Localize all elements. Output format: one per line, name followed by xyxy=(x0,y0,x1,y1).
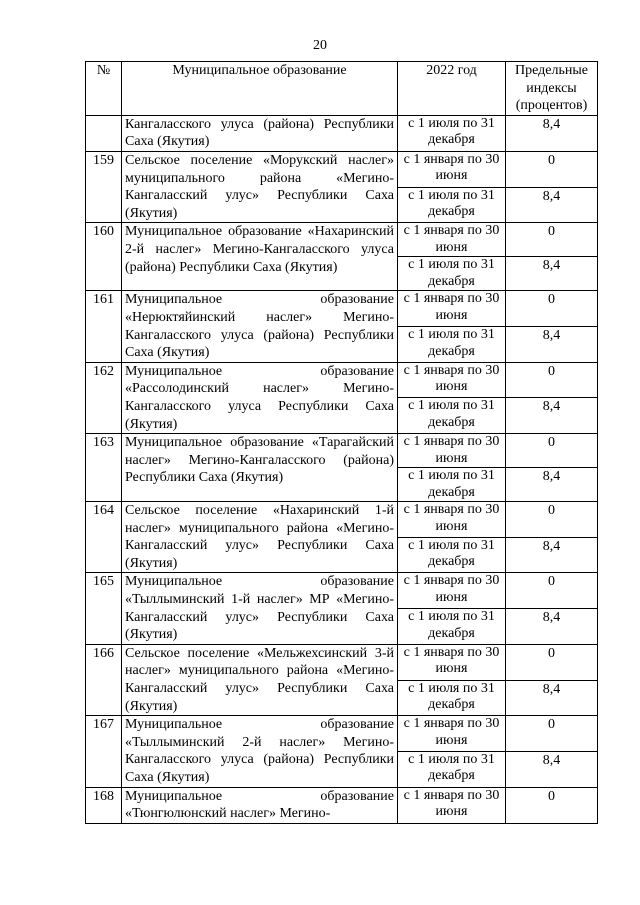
table-row xyxy=(86,291,598,327)
table-body xyxy=(86,115,598,823)
municipality-cell: Кангаласского улуса (района) Республики Саха (Якутия) xyxy=(122,115,398,151)
table-row xyxy=(86,573,598,609)
table-row xyxy=(86,362,598,398)
municipality-cell: Муниципальное образование «Тюнгюлюнский наслег» Мегино- xyxy=(122,787,398,823)
table-row xyxy=(86,502,598,538)
table-row xyxy=(86,787,598,823)
index-cell: 8,4 xyxy=(506,468,598,502)
municipality-cell: Муниципальное образование «Тыллыминский 1-й наслег» МР «Мегино-Кангаласский улус» Республики Саха (Якутия) xyxy=(122,573,398,644)
period-cell: с 1 января по 30 июня xyxy=(398,362,506,398)
municipality-cell: Муниципальное образование «Тарагайский наслег» Мегино-Кангаласского (района) Республики Саха (Якутия) xyxy=(122,434,398,502)
header-year: 2022 год xyxy=(398,62,506,116)
table-row xyxy=(86,151,598,187)
period-cell: с 1 января по 30 июня xyxy=(398,291,506,327)
index-cell: 8,4 xyxy=(506,680,598,716)
municipality-cell: Муниципальное образование «Тыллыминский 2-й наслег» Мегино-Кангаласского улуса (района) Республики Саха (Якутия) xyxy=(122,716,398,787)
period-cell: с 1 января по 30 июня xyxy=(398,434,506,468)
table-row xyxy=(86,223,598,257)
index-cell: 0 xyxy=(506,434,598,468)
period-cell: с 1 июля по 31 декабря xyxy=(398,327,506,363)
header-index: Предельные индексы (процентов) xyxy=(506,62,598,116)
index-cell: 8,4 xyxy=(506,537,598,573)
row-number-cell: 164 xyxy=(86,502,122,573)
period-cell: с 1 января по 30 июня xyxy=(398,644,506,680)
row-number-cell: 167 xyxy=(86,716,122,787)
period-cell: с 1 января по 30 июня xyxy=(398,223,506,257)
period-cell: с 1 июля по 31 декабря xyxy=(398,187,506,223)
row-number-cell xyxy=(86,115,122,151)
period-cell: с 1 июля по 31 декабря xyxy=(398,468,506,502)
period-cell: с 1 января по 30 июня xyxy=(398,716,506,752)
municipality-cell: Сельское поселение «Мельжехсинский 3-й наслег» муниципального района «Мегино-Кангаласский улус» Республики Саха (Якутия) xyxy=(122,644,398,715)
index-cell: 0 xyxy=(506,291,598,327)
period-cell: с 1 января по 30 июня xyxy=(398,573,506,609)
period-cell: с 1 июля по 31 декабря xyxy=(398,115,506,151)
index-cell: 8,4 xyxy=(506,187,598,223)
index-cell: 8,4 xyxy=(506,751,598,787)
period-cell: с 1 июля по 31 декабря xyxy=(398,257,506,291)
period-cell: с 1 января по 30 июня xyxy=(398,502,506,538)
index-cell: 0 xyxy=(506,502,598,538)
period-cell: с 1 января по 30 июня xyxy=(398,151,506,187)
index-cell: 0 xyxy=(506,362,598,398)
row-number-cell: 161 xyxy=(86,291,122,362)
period-cell: с 1 июля по 31 декабря xyxy=(398,751,506,787)
period-cell: с 1 июля по 31 декабря xyxy=(398,680,506,716)
row-number-cell: 166 xyxy=(86,644,122,715)
index-cell: 0 xyxy=(506,151,598,187)
period-cell: с 1 июля по 31 декабря xyxy=(398,398,506,434)
index-cell: 0 xyxy=(506,716,598,752)
header-municipality: Муниципальное образование xyxy=(122,62,398,116)
index-cell: 8,4 xyxy=(506,327,598,363)
index-cell: 8,4 xyxy=(506,115,598,151)
municipality-cell: Сельское поселение «Нахаринский 1-й наслег» муниципального района «Мегино-Кангаласский улус» Республики Саха (Якутия) xyxy=(122,502,398,573)
row-number-cell: 168 xyxy=(86,787,122,823)
index-cell: 0 xyxy=(506,223,598,257)
municipality-cell: Муниципальное образование «Нахаринский 2-й наслег» Мегино-Кангаласского улуса (района) Республики Саха (Якутия) xyxy=(122,223,398,291)
municipality-cell: Муниципальное образование «Рассолодинский наслег» Мегино-Кангаласского улуса Республики Саха (Якутия) xyxy=(122,362,398,433)
page-number: 20 xyxy=(313,38,327,53)
municipality-cell: Сельское поселение «Морукский наслег» муниципального района «Мегино-Кангаласский улус» Республики Саха (Якутия) xyxy=(122,151,398,222)
row-number-cell: 159 xyxy=(86,151,122,222)
index-cell: 0 xyxy=(506,787,598,823)
continuation-row xyxy=(86,115,598,151)
table-row xyxy=(86,434,598,468)
row-number-cell: 163 xyxy=(86,434,122,502)
index-cell: 8,4 xyxy=(506,609,598,645)
row-number-cell: 162 xyxy=(86,362,122,433)
tariff-index-table xyxy=(85,61,598,824)
row-number-cell: 160 xyxy=(86,223,122,291)
municipality-cell: Муниципальное образование «Нерюктяйинский наслег» Мегино-Кангаласского улуса (района) Республики Саха (Якутия) xyxy=(122,291,398,362)
table-row xyxy=(86,716,598,752)
index-cell: 0 xyxy=(506,644,598,680)
row-number-cell: 165 xyxy=(86,573,122,644)
header-number: № xyxy=(86,62,122,116)
index-cell: 8,4 xyxy=(506,257,598,291)
index-cell: 0 xyxy=(506,573,598,609)
period-cell: с 1 июля по 31 декабря xyxy=(398,537,506,573)
table-row xyxy=(86,644,598,680)
table-header-row xyxy=(86,62,598,116)
period-cell: с 1 января по 30 июня xyxy=(398,787,506,823)
index-cell: 8,4 xyxy=(506,398,598,434)
period-cell: с 1 июля по 31 декабря xyxy=(398,609,506,645)
